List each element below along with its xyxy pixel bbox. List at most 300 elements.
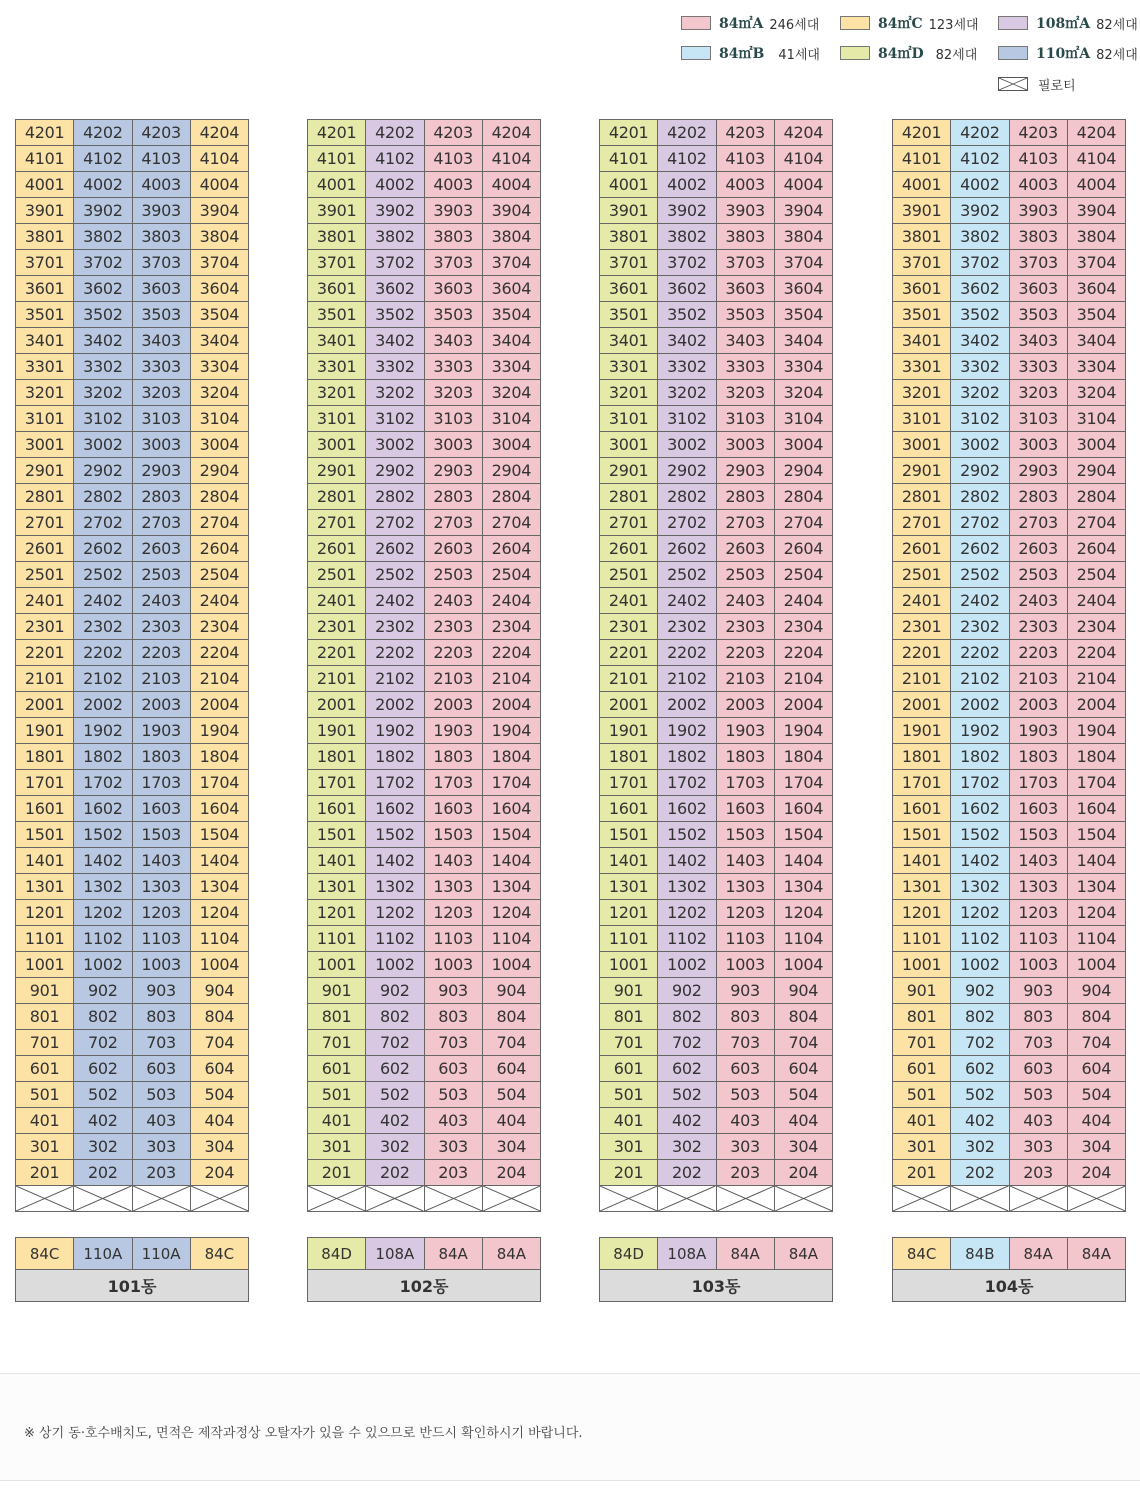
floor-row	[893, 250, 1126, 276]
unit-cell: 3004	[775, 432, 833, 458]
unit-cell: 604	[191, 1056, 249, 1082]
unit-cell: 503	[425, 1082, 483, 1108]
unit-cell: 2203	[425, 640, 483, 666]
unit-cell: 2002	[658, 692, 716, 718]
floor-row	[308, 328, 541, 354]
unit-cell: 3104	[483, 406, 541, 432]
floor-row	[308, 588, 541, 614]
unit-cell: 802	[74, 1004, 132, 1030]
unit-cell: 2303	[425, 614, 483, 640]
floor-row	[16, 978, 249, 1004]
legend-item-108a	[998, 14, 1138, 32]
unit-cell: 1502	[951, 822, 1009, 848]
unit-cell: 204	[191, 1160, 249, 1186]
unit-cell: 703	[425, 1030, 483, 1056]
building-103	[599, 119, 833, 1302]
piloti-icon	[998, 77, 1028, 91]
unit-cell: 3403	[133, 328, 191, 354]
unit-cell: 701	[308, 1030, 366, 1056]
unit-cell: 3202	[74, 380, 132, 406]
unit-cell: 602	[74, 1056, 132, 1082]
unit-cell: 2901	[16, 458, 74, 484]
unit-cell: 3401	[600, 328, 658, 354]
unit-cell: 3501	[600, 302, 658, 328]
unit-cell: 2003	[425, 692, 483, 718]
floor-row	[600, 1160, 833, 1186]
floor-row	[893, 1160, 1126, 1186]
unit-cell: 1401	[16, 848, 74, 874]
floor-row	[16, 1160, 249, 1186]
unit-cell: 3303	[133, 354, 191, 380]
unit-cell: 2702	[658, 510, 716, 536]
unit-type-cell: 108A	[658, 1238, 716, 1270]
unit-cell: 3002	[658, 432, 716, 458]
unit-cell: 1602	[951, 796, 1009, 822]
floor-row	[600, 796, 833, 822]
unit-cell: 4001	[16, 172, 74, 198]
floor-row	[308, 484, 541, 510]
unit-cell: 4104	[1068, 146, 1126, 172]
unit-cell: 702	[74, 1030, 132, 1056]
unit-cell: 3001	[893, 432, 951, 458]
unit-cell: 704	[775, 1030, 833, 1056]
floor-row	[893, 458, 1126, 484]
unit-cell: 3103	[425, 406, 483, 432]
floor-row	[16, 1030, 249, 1056]
unit-cell: 2503	[133, 562, 191, 588]
floor-row	[893, 562, 1126, 588]
unit-cell: 3002	[366, 432, 424, 458]
unit-cell: 501	[600, 1082, 658, 1108]
unit-cell: 503	[717, 1082, 775, 1108]
unit-cell: 1401	[600, 848, 658, 874]
unit-cell: 801	[16, 1004, 74, 1030]
unit-cell: 2504	[1068, 562, 1126, 588]
piloti-icon	[1068, 1186, 1126, 1212]
legend-count-label: 41세대	[778, 47, 820, 63]
unit-cell: 502	[74, 1082, 132, 1108]
floor-row	[308, 666, 541, 692]
unit-cell: 2602	[74, 536, 132, 562]
unit-cell: 804	[483, 1004, 541, 1030]
floor-row	[600, 224, 833, 250]
unit-cell: 2902	[658, 458, 716, 484]
unit-cell: 902	[74, 978, 132, 1004]
floor-row	[600, 744, 833, 770]
unit-cell: 204	[483, 1160, 541, 1186]
unit-cell: 1004	[483, 952, 541, 978]
floor-row	[893, 172, 1126, 198]
unit-cell: 403	[133, 1108, 191, 1134]
unit-cell: 2004	[1068, 692, 1126, 718]
floor-row	[600, 614, 833, 640]
floor-row	[893, 718, 1126, 744]
floor-row	[893, 302, 1126, 328]
unit-cell: 1602	[658, 796, 716, 822]
unit-cell: 1303	[133, 874, 191, 900]
unit-grid	[307, 119, 541, 1212]
unit-cell: 2701	[308, 510, 366, 536]
unit-cell: 1704	[775, 770, 833, 796]
unit-cell: 1002	[366, 952, 424, 978]
floor-row	[308, 614, 541, 640]
unit-cell: 2703	[1010, 510, 1068, 536]
notice-box	[0, 1373, 1140, 1481]
unit-cell: 1003	[717, 952, 775, 978]
legend-item-84b	[681, 44, 820, 62]
unit-cell: 2304	[191, 614, 249, 640]
unit-cell: 501	[308, 1082, 366, 1108]
unit-cell: 3404	[483, 328, 541, 354]
unit-cell: 1501	[893, 822, 951, 848]
unit-cell: 3001	[600, 432, 658, 458]
unit-cell: 3503	[717, 302, 775, 328]
unit-cell: 804	[1068, 1004, 1126, 1030]
unit-cell: 804	[775, 1004, 833, 1030]
legend-type-label: 84㎡D	[878, 46, 924, 62]
unit-cell: 2202	[658, 640, 716, 666]
floor-row	[893, 770, 1126, 796]
unit-cell: 3903	[133, 198, 191, 224]
unit-cell: 603	[425, 1056, 483, 1082]
unit-cell: 2202	[366, 640, 424, 666]
floor-row	[16, 1056, 249, 1082]
unit-cell: 202	[366, 1160, 424, 1186]
unit-cell: 4001	[308, 172, 366, 198]
unit-cell: 4003	[425, 172, 483, 198]
floor-row	[600, 1108, 833, 1134]
floor-row	[600, 640, 833, 666]
unit-cell: 3601	[600, 276, 658, 302]
unit-cell: 2903	[1010, 458, 1068, 484]
unit-cell: 2704	[775, 510, 833, 536]
floor-row	[600, 822, 833, 848]
unit-cell: 201	[16, 1160, 74, 1186]
unit-cell: 2102	[658, 666, 716, 692]
unit-cell: 403	[1010, 1108, 1068, 1134]
unit-cell: 4104	[483, 146, 541, 172]
piloti-icon	[893, 1186, 951, 1212]
unit-cell: 904	[1068, 978, 1126, 1004]
building-name: 102동	[307, 1270, 541, 1302]
unit-cell: 3602	[951, 276, 1009, 302]
unit-cell: 801	[600, 1004, 658, 1030]
unit-cell: 3503	[133, 302, 191, 328]
unit-cell: 2503	[1010, 562, 1068, 588]
unit-cell: 1702	[658, 770, 716, 796]
unit-cell: 404	[483, 1108, 541, 1134]
floor-row	[893, 978, 1126, 1004]
floor-row	[893, 1004, 1126, 1030]
unit-cell: 203	[717, 1160, 775, 1186]
unit-cell: 502	[366, 1082, 424, 1108]
unit-cell: 301	[893, 1134, 951, 1160]
unit-cell: 704	[191, 1030, 249, 1056]
building-name: 103동	[599, 1270, 833, 1302]
unit-cell: 1603	[717, 796, 775, 822]
unit-cell: 802	[951, 1004, 1009, 1030]
unit-cell: 2404	[1068, 588, 1126, 614]
unit-cell: 3501	[308, 302, 366, 328]
unit-cell: 2104	[191, 666, 249, 692]
unit-cell: 2103	[717, 666, 775, 692]
unit-cell: 3502	[366, 302, 424, 328]
unit-cell: 3803	[133, 224, 191, 250]
unit-cell: 2001	[600, 692, 658, 718]
unit-cell: 502	[658, 1082, 716, 1108]
unit-cell: 2404	[775, 588, 833, 614]
unit-cell: 1601	[308, 796, 366, 822]
unit-cell: 4202	[658, 120, 716, 146]
unit-cell: 1402	[366, 848, 424, 874]
unit-cell: 3202	[366, 380, 424, 406]
unit-cell: 2801	[308, 484, 366, 510]
floor-row	[308, 718, 541, 744]
floor-row	[308, 276, 541, 302]
unit-cell: 1101	[600, 926, 658, 952]
unit-cell: 3802	[658, 224, 716, 250]
unit-cell: 403	[425, 1108, 483, 1134]
unit-cell: 404	[775, 1108, 833, 1134]
floor-row	[893, 666, 1126, 692]
unit-cell: 1102	[366, 926, 424, 952]
floor-row	[600, 874, 833, 900]
unit-cell: 4002	[74, 172, 132, 198]
unit-cell: 2803	[1010, 484, 1068, 510]
unit-cell: 1501	[16, 822, 74, 848]
unit-cell: 3701	[893, 250, 951, 276]
unit-type-cell: 84C	[16, 1238, 74, 1270]
floor-row	[600, 1004, 833, 1030]
floor-row	[893, 198, 1126, 224]
unit-cell: 2004	[775, 692, 833, 718]
unit-cell: 1804	[1068, 744, 1126, 770]
unit-cell: 1601	[16, 796, 74, 822]
unit-cell: 2804	[775, 484, 833, 510]
floor-row	[16, 380, 249, 406]
unit-cell: 1003	[1010, 952, 1068, 978]
unit-cell: 4203	[133, 120, 191, 146]
unit-cell: 2204	[775, 640, 833, 666]
unit-cell: 2504	[775, 562, 833, 588]
floor-row	[16, 952, 249, 978]
floor-row	[16, 146, 249, 172]
floor-row	[893, 1082, 1126, 1108]
unit-cell: 2302	[658, 614, 716, 640]
unit-cell: 2603	[133, 536, 191, 562]
unit-cell: 3103	[133, 406, 191, 432]
legend-swatch-84a	[681, 16, 711, 30]
unit-cell: 1503	[133, 822, 191, 848]
unit-cell: 1604	[1068, 796, 1126, 822]
unit-cell: 1404	[1068, 848, 1126, 874]
unit-cell: 404	[191, 1108, 249, 1134]
unit-cell: 2101	[600, 666, 658, 692]
unit-cell: 2703	[133, 510, 191, 536]
unit-cell: 1001	[308, 952, 366, 978]
piloti-icon	[1010, 1186, 1068, 1212]
piloti-icon	[600, 1186, 658, 1212]
unit-cell: 3704	[483, 250, 541, 276]
unit-cell: 203	[133, 1160, 191, 1186]
unit-cell: 1104	[483, 926, 541, 952]
unit-cell: 1704	[191, 770, 249, 796]
unit-cell: 2904	[775, 458, 833, 484]
unit-cell: 1003	[133, 952, 191, 978]
unit-cell: 1502	[658, 822, 716, 848]
unit-cell: 2202	[74, 640, 132, 666]
unit-cell: 904	[483, 978, 541, 1004]
unit-cell: 2903	[133, 458, 191, 484]
unit-cell: 2304	[483, 614, 541, 640]
unit-cell: 1503	[717, 822, 775, 848]
unit-cell: 603	[133, 1056, 191, 1082]
floor-row	[308, 640, 541, 666]
unit-cell: 1702	[951, 770, 1009, 796]
unit-cell: 3802	[366, 224, 424, 250]
floor-row	[600, 536, 833, 562]
unit-cell: 2201	[893, 640, 951, 666]
unit-cell: 2502	[366, 562, 424, 588]
building-name: 104동	[892, 1270, 1126, 1302]
unit-cell: 2004	[483, 692, 541, 718]
floor-row	[16, 328, 249, 354]
unit-cell: 1101	[16, 926, 74, 952]
unit-cell: 2203	[1010, 640, 1068, 666]
unit-cell: 1304	[1068, 874, 1126, 900]
unit-cell: 1802	[74, 744, 132, 770]
unit-cell: 3204	[1068, 380, 1126, 406]
unit-cell: 3803	[717, 224, 775, 250]
unit-cell: 402	[74, 1108, 132, 1134]
unit-cell: 1102	[658, 926, 716, 952]
unit-cell: 3302	[951, 354, 1009, 380]
unit-cell: 2402	[658, 588, 716, 614]
unit-cell: 203	[1010, 1160, 1068, 1186]
unit-cell: 602	[366, 1056, 424, 1082]
unit-cell: 1301	[600, 874, 658, 900]
unit-cell: 1804	[483, 744, 541, 770]
unit-cell: 2603	[1010, 536, 1068, 562]
unit-cell: 2803	[717, 484, 775, 510]
unit-cell: 1001	[893, 952, 951, 978]
unit-cell: 302	[658, 1134, 716, 1160]
unit-cell: 701	[600, 1030, 658, 1056]
unit-cell: 1004	[1068, 952, 1126, 978]
unit-cell: 2504	[483, 562, 541, 588]
unit-cell: 2102	[74, 666, 132, 692]
unit-cell: 3603	[425, 276, 483, 302]
unit-cell: 2001	[893, 692, 951, 718]
unit-cell: 904	[775, 978, 833, 1004]
unit-cell: 2703	[717, 510, 775, 536]
unit-cell: 2801	[893, 484, 951, 510]
legend-type-label: 108㎡A	[1036, 16, 1091, 32]
unit-cell: 3903	[425, 198, 483, 224]
unit-cell: 2302	[74, 614, 132, 640]
unit-cell: 3304	[1068, 354, 1126, 380]
unit-cell: 3302	[658, 354, 716, 380]
unit-cell: 703	[133, 1030, 191, 1056]
floor-row	[16, 510, 249, 536]
unit-cell: 1601	[893, 796, 951, 822]
floor-row	[600, 952, 833, 978]
unit-cell: 3204	[191, 380, 249, 406]
unit-cell: 3804	[483, 224, 541, 250]
unit-cell: 3302	[366, 354, 424, 380]
building-101	[15, 119, 249, 1302]
floor-row	[600, 770, 833, 796]
unit-cell: 304	[483, 1134, 541, 1160]
unit-cell: 1304	[483, 874, 541, 900]
unit-cell: 803	[717, 1004, 775, 1030]
floor-row	[893, 1134, 1126, 1160]
floor-row	[308, 822, 541, 848]
unit-cell: 2002	[951, 692, 1009, 718]
unit-cell: 2902	[951, 458, 1009, 484]
unit-cell: 904	[191, 978, 249, 1004]
unit-cell: 3602	[74, 276, 132, 302]
unit-cell: 401	[893, 1108, 951, 1134]
floor-row	[16, 484, 249, 510]
floor-row	[16, 848, 249, 874]
unit-cell: 1502	[366, 822, 424, 848]
unit-cell: 2501	[893, 562, 951, 588]
unit-cell: 802	[658, 1004, 716, 1030]
unit-cell: 1301	[893, 874, 951, 900]
unit-cell: 2804	[191, 484, 249, 510]
unit-cell: 1402	[951, 848, 1009, 874]
unit-cell: 1201	[893, 900, 951, 926]
unit-cell: 2103	[425, 666, 483, 692]
unit-cell: 3502	[951, 302, 1009, 328]
unit-cell: 4102	[74, 146, 132, 172]
unit-cell: 3003	[1010, 432, 1068, 458]
unit-cell: 1501	[600, 822, 658, 848]
unit-cell: 401	[600, 1108, 658, 1134]
unit-cell: 3304	[191, 354, 249, 380]
unit-cell: 1802	[366, 744, 424, 770]
legend-type-label: 84㎡B	[719, 46, 765, 62]
floor-row	[600, 484, 833, 510]
unit-cell: 601	[600, 1056, 658, 1082]
unit-cell: 1801	[308, 744, 366, 770]
unit-cell: 1904	[483, 718, 541, 744]
unit-cell: 1901	[16, 718, 74, 744]
unit-cell: 3704	[775, 250, 833, 276]
unit-cell: 3203	[425, 380, 483, 406]
floor-row	[600, 328, 833, 354]
floor-row	[893, 536, 1126, 562]
unit-cell: 1401	[893, 848, 951, 874]
unit-cell: 3904	[483, 198, 541, 224]
unit-cell: 303	[717, 1134, 775, 1160]
floor-row	[308, 926, 541, 952]
unit-cell: 204	[775, 1160, 833, 1186]
unit-cell: 2003	[1010, 692, 1068, 718]
unit-cell: 3601	[308, 276, 366, 302]
unit-cell: 3904	[775, 198, 833, 224]
unit-cell: 3801	[893, 224, 951, 250]
unit-cell: 1403	[1010, 848, 1068, 874]
floor-row	[600, 666, 833, 692]
unit-cell: 3101	[893, 406, 951, 432]
unit-cell: 303	[1010, 1134, 1068, 1160]
floor-row	[893, 744, 1126, 770]
piloti-icon	[775, 1186, 833, 1212]
unit-cell: 3801	[308, 224, 366, 250]
floor-row	[600, 588, 833, 614]
